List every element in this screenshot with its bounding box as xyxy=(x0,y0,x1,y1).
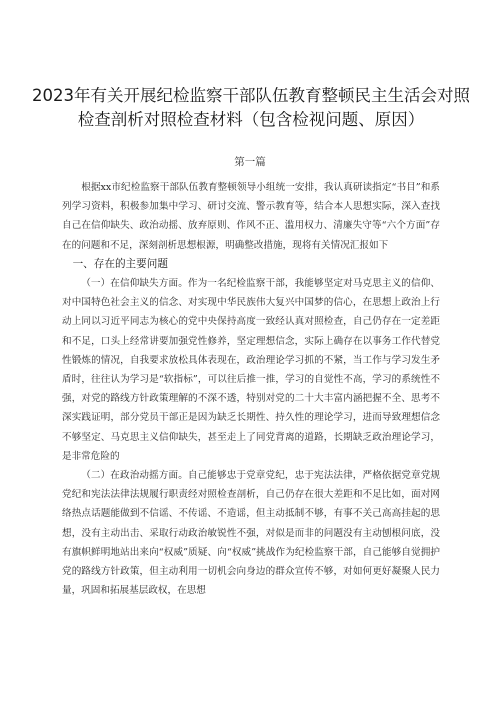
paragraph-faith: （一）在信仰缺失方面。作为一名纪检监察干部，我能够坚定对马克思主义的信仰、对中国特色社会主义的信念、对实现中华民族伟大复兴中国梦的信心，在思想上政治上行动上同以习近平同志为核心的党中央保持高度一致经认真对照检查，自己仍存在一定差距和不足，口头上经常讲要加强党性修养，坚定理想信念，实际上确存在以事务工作代替党性锻炼的情况，自我要求放松具体表现在，政治理论学习抓的不紧，当工作与学习发生矛盾时，往往认为学习是“软指标”，可以往后推一推，学习的自觉性不高，学习的系统性不强，对党的路线方针政策理解的不深不透，特别对党的二十大丰富内涵把握不全、思考不深实践证明，部分党员干部正是因为缺乏长期性、持久性的理论学习，进而导致理想信念不够坚定、马克思主义信仰缺失，甚至走上了同党背离的道路，长期缺乏政治理论学习，是非常危险的 xyxy=(62,278,440,462)
intro-paragraph: 根据xx市纪检监察干部队伍教育整顿领导小组统一安排，我认真研读指定“书目”和系列学习资料，积极参加集中学习、研讨交流、警示教育等，结合本人思想实际，深入查找自己在信仰缺失、政治动摇、放弃原则、作风不正、滥用权力、清廉失守等“六个方面”存在的问题和不足，深刻剖析思想根源，明确整改措施，现将有关情况汇报如下 xyxy=(62,182,440,251)
section-heading: 一、存在的主要问题 xyxy=(72,257,168,270)
document-title: 2023年有关开展纪检监察干部队伍教育整顿民主生活会对照检查剖析对照检查材料（包含检视问题、原因） xyxy=(32,86,470,129)
paragraph-politics: （二）在政治动摇方面。自己能够忠于党章党纪，忠于宪法法律，严格依据党章党规党纪和宪法法律法规履行职责经对照检查剖析，自己仍存在很大差距和不足比如，面对网络热点话题能做到不信谣、不传谣、不造谣，但主动抵制不够，有事不关己高高挂起的思想，没有主动出击、采取行动政治敏锐性不强，对似是而非的问题没有主动刨根问底，没有旗帜鲜明地站出来向“权威”质疑、向“权威”挑战作为纪检监察干部，自己能够自觉拥护党的路线方针政策，但主动利用一切机会向身边的群众宣传不够，对如何更好凝聚人民力量，巩固和拓展基层政权，在思想 xyxy=(62,470,440,597)
document-body xyxy=(62,178,440,600)
section-label: 第一篇 xyxy=(234,156,266,168)
